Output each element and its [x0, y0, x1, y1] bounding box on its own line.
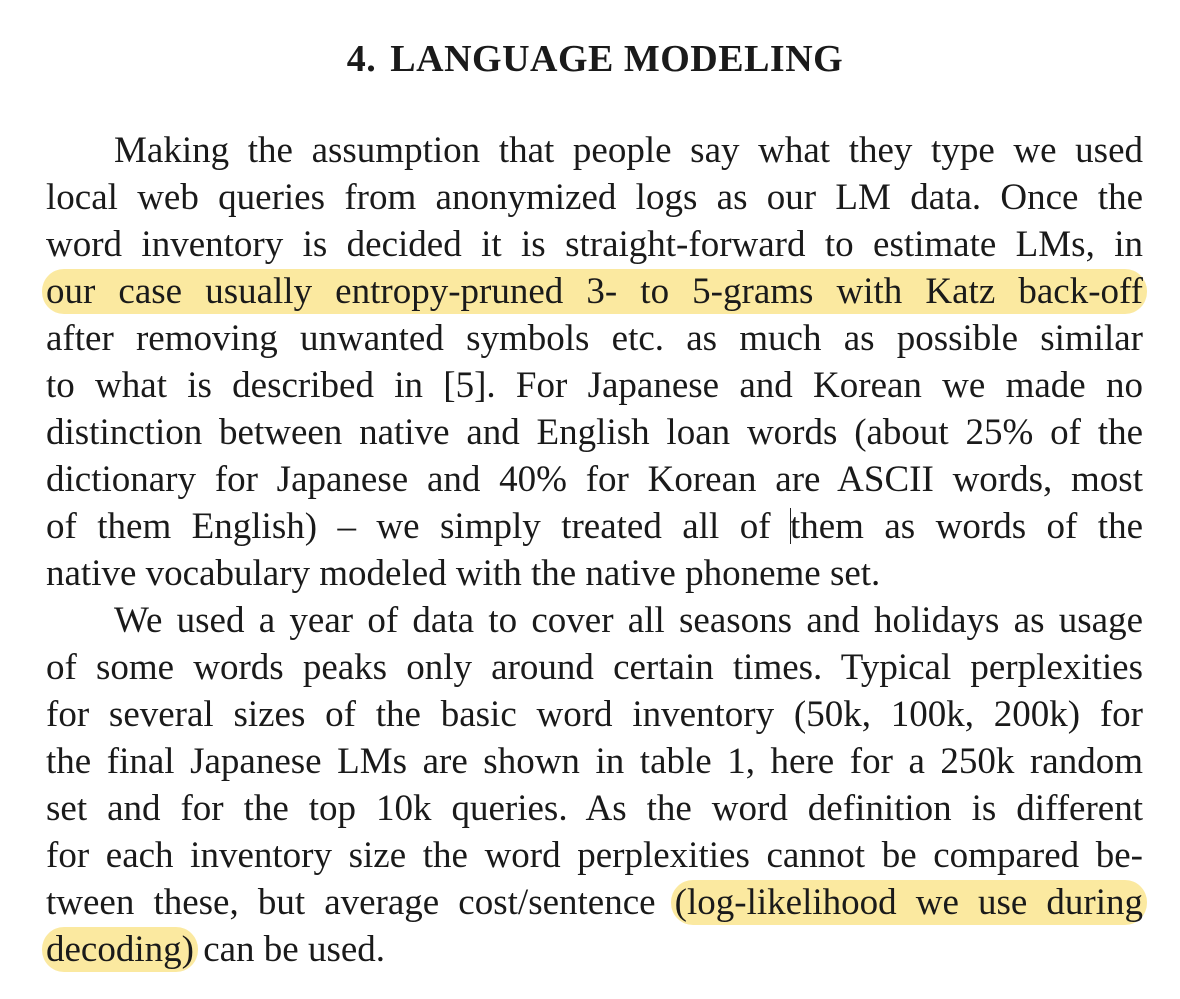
paragraph-1-line-7: distinction between native and English loan words (about 25% of the [46, 412, 1143, 453]
paragraph-2-line-6: for each inventory size the word perplexities cannot be compared be- [46, 835, 1143, 876]
highlight-entropy-pruned: our case usually entropy-pruned 3- to 5-grams with Katz back-off [42, 269, 1147, 314]
section-body [46, 127, 1143, 973]
paragraph-1-line-8: dictionary for Japanese and 40% for Korean are ASCII words, most [46, 459, 1143, 500]
line-9-part-a: of them English) – we simply treated all of [46, 506, 771, 547]
line-9-part-b: them as words of the [789, 506, 1143, 547]
paragraph-1-line-2: local web queries from anonymized logs as our LM data. Once the [46, 177, 1143, 218]
highlight-log-likelihood: (log-likelihood we use during [671, 880, 1147, 925]
paragraph-1-line-6: to what is described in [5]. For Japanese and Korean we made no [46, 365, 1143, 406]
paragraph-2-line-3: for several sizes of the basic word inventory (50k, 100k, 200k) for [46, 694, 1143, 735]
paragraph-2-line-4: the final Japanese LMs are shown in table 1, here for a 250k random [46, 741, 1143, 782]
paragraph-1-line-9 [46, 503, 1143, 550]
paragraph-2-line-8 [46, 926, 1143, 973]
section-title: LANGUAGE MODELING [390, 38, 844, 80]
paragraph-2-line-1: We used a year of data to cover all seasons and holidays as usage [114, 600, 1143, 641]
paragraph-1-line-5: after removing unwanted symbols etc. as much as possible similar [46, 318, 1143, 359]
paragraph-2-line-7 [46, 879, 1143, 926]
paragraph-1-line-3: word inventory is decided it is straight-forward to estimate LMs, in [46, 224, 1143, 265]
highlight-decoding: decoding) [42, 927, 198, 972]
paragraph-2-line-5: set and for the top 10k queries. As the word definition is different [46, 788, 1143, 829]
section-number: 4. [346, 38, 377, 80]
line-7-part-a: tween these, but average cost/sentence [46, 882, 656, 923]
paragraph-1-line-1: Making the assumption that people say what they type we used [114, 130, 1143, 171]
paragraph-2-line-2: of some words peaks only around certain times. Typical perplexities [46, 647, 1143, 688]
paragraph-1-line-4 [46, 268, 1143, 315]
line-8-part-b: can be used. [203, 929, 386, 970]
section-heading [0, 36, 1180, 82]
paragraph-1-line-10: native vocabulary modeled with the native phoneme set. [46, 553, 881, 594]
